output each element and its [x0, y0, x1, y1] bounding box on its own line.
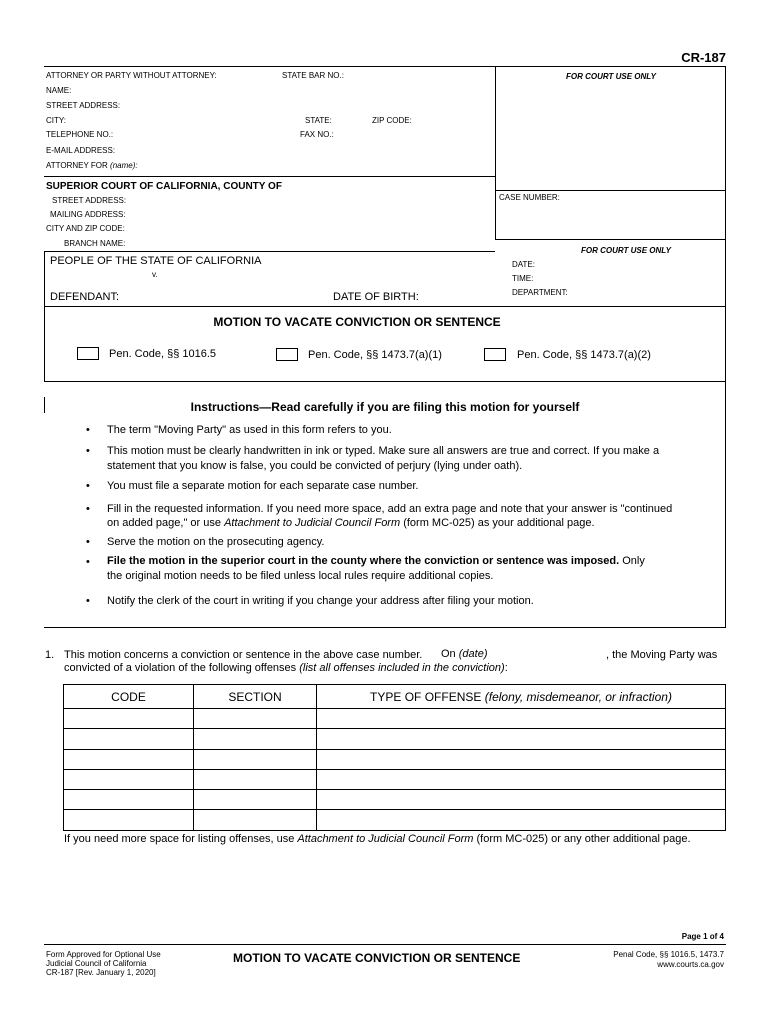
- item1-line2-a: convicted of a violation of the following offenses: [64, 662, 300, 674]
- approved-line1: Form Approved for Optional Use: [46, 950, 161, 959]
- col-section: SECTION: [194, 685, 317, 709]
- instructions-title: Instructions—Read carefully if you are filing this motion for yourself: [190, 400, 580, 414]
- code-cell[interactable]: [64, 810, 194, 830]
- code-cell[interactable]: [64, 790, 194, 810]
- footer-title: MOTION TO VACATE CONVICTION OR SENTENCE: [233, 951, 521, 965]
- case-number-label: CASE NUMBER:: [499, 193, 560, 202]
- court-city-zip-label: CITY AND ZIP CODE:: [46, 224, 125, 233]
- col-type-note: (felony, misdemeanor, or infraction): [484, 689, 672, 704]
- checkbox-1016-5[interactable]: [77, 347, 99, 360]
- state-bar-label: STATE BAR NO.:: [282, 71, 344, 80]
- bullet-icon: •: [86, 424, 90, 436]
- fax-label: FAX NO.:: [300, 130, 334, 139]
- versus: v.: [152, 270, 158, 279]
- court-street-label: STREET ADDRESS:: [52, 196, 127, 205]
- item1-text: This motion concerns a conviction or sentence in the above case number.: [64, 649, 423, 661]
- table-row: [64, 810, 726, 830]
- telephone-label: TELEPHONE NO.:: [46, 130, 114, 139]
- offense-table-header: [64, 685, 726, 709]
- col-code: CODE: [64, 685, 194, 709]
- checkbox-1473-7-a1[interactable]: [276, 348, 298, 361]
- option-1473-7-a1-label: Pen. Code, §§ 1473.7(a)(1): [308, 349, 442, 361]
- instruction-6-line1: [107, 554, 697, 569]
- section-cell[interactable]: [194, 729, 317, 749]
- approved-line2: Judicial Council of California: [46, 959, 147, 968]
- instruction-1: The term "Moving Party" as used in this form refers to you.: [107, 424, 392, 436]
- people-caption: PEOPLE OF THE STATE OF CALIFORNIA: [50, 255, 262, 267]
- instruction-4-text-c: (form MC-025) as your additional page.: [400, 517, 595, 529]
- hearing-date-label: DATE:: [512, 260, 535, 269]
- instruction-6-bold: File the motion in the superior court in the county where the conviction or sentence was imposed.: [107, 555, 620, 567]
- instruction-2-line1: This motion must be clearly handwritten in ink or typed. Make sure all answers are true and correct. If you make a: [107, 445, 660, 457]
- department-label: DEPARTMENT:: [512, 288, 568, 297]
- court-title: SUPERIOR COURT OF CALIFORNIA, COUNTY OF: [46, 181, 282, 192]
- more-space-note: [64, 833, 691, 845]
- type-cell[interactable]: [317, 790, 726, 810]
- table-row: [64, 769, 726, 789]
- zip-label: ZIP CODE:: [372, 116, 412, 125]
- table-row: [64, 729, 726, 749]
- item1-line2-b: (list all offenses included in the conviction): [299, 662, 505, 674]
- footer-code: Penal Code, §§ 1016.5, 1473.7: [613, 950, 724, 959]
- item1-moving-party: , the Moving Party was: [606, 649, 718, 661]
- col-type: [317, 685, 726, 709]
- bullet-icon: •: [86, 536, 90, 548]
- section-cell[interactable]: [194, 709, 317, 729]
- code-cell[interactable]: [64, 729, 194, 749]
- item1-line2: [64, 662, 508, 674]
- more-space-a: If you need more space for listing offenses, use: [64, 833, 298, 845]
- instruction-4-line2: [107, 516, 697, 531]
- instruction-7: Notify the clerk of the court in writing if you change your address after filing your motion.: [107, 595, 534, 607]
- instruction-5: Serve the motion on the prosecuting agency.: [107, 536, 325, 548]
- type-cell[interactable]: [317, 729, 726, 749]
- footer-website[interactable]: www.courts.ca.gov: [657, 960, 724, 969]
- attorney-for-note: (name):: [110, 161, 138, 170]
- item1-number: 1.: [45, 649, 55, 661]
- court-use-label-top: FOR COURT USE ONLY: [566, 72, 656, 81]
- item1-on-date: [441, 648, 488, 660]
- dob-label: DATE OF BIRTH:: [333, 291, 419, 303]
- name-label: NAME:: [46, 86, 72, 95]
- attorney-for-text: ATTORNEY FOR: [46, 161, 108, 170]
- type-cell[interactable]: [317, 709, 726, 729]
- motion-title: MOTION TO VACATE CONVICTION OR SENTENCE: [213, 315, 501, 329]
- code-cell[interactable]: [64, 769, 194, 789]
- court-mailing-label: MAILING ADDRESS:: [50, 210, 126, 219]
- attorney-for-label: [46, 161, 138, 171]
- col-type-label: TYPE OF OFFENSE: [370, 689, 482, 704]
- item1-line2-c: :: [504, 662, 508, 674]
- offense-table: [63, 684, 726, 831]
- type-cell[interactable]: [317, 810, 726, 830]
- bullet-icon: •: [86, 556, 90, 568]
- instruction-2-line2: statement that you know is false, you could be convicted of perjury (lying under oath).: [107, 460, 523, 472]
- option-1473-7-a2-label: Pen. Code, §§ 1473.7(a)(2): [517, 349, 651, 361]
- item1-on: On: [441, 648, 456, 660]
- table-row: [64, 749, 726, 769]
- date-entry-line[interactable]: [505, 661, 605, 662]
- section-cell[interactable]: [194, 790, 317, 810]
- section-cell[interactable]: [194, 749, 317, 769]
- more-space-c: (form MC-025) or any other additional page.: [473, 833, 691, 845]
- hearing-time-label: TIME:: [512, 274, 534, 283]
- bullet-icon: •: [86, 445, 90, 457]
- option-1016-5-label: Pen. Code, §§ 1016.5: [109, 348, 217, 360]
- section-cell[interactable]: [194, 769, 317, 789]
- instruction-4-text-a: on added page," or use: [107, 517, 225, 529]
- page-number: Page 1 of 4: [681, 932, 724, 941]
- city-label: CITY:: [46, 116, 67, 125]
- instruction-4-line1: Fill in the requested information. If you need more space, add an extra page and note that your answer is "continued: [107, 503, 673, 515]
- code-cell[interactable]: [64, 709, 194, 729]
- instruction-4-form-name: Attachment to Judicial Council Form: [224, 517, 401, 529]
- checkbox-1473-7-a2[interactable]: [484, 348, 506, 361]
- instruction-6-line2: the original motion needs to be filed unless local rules require additional copies.: [107, 570, 494, 582]
- form-id: CR-187: [681, 50, 726, 65]
- type-cell[interactable]: [317, 749, 726, 769]
- type-cell[interactable]: [317, 769, 726, 789]
- street-label: STREET ADDRESS:: [46, 101, 121, 110]
- section-cell[interactable]: [194, 810, 317, 830]
- court-branch-label: BRANCH NAME:: [64, 239, 126, 248]
- table-row: [64, 709, 726, 729]
- instruction-6-rest: Only: [619, 555, 645, 567]
- bullet-icon: •: [86, 595, 90, 607]
- table-row: [64, 790, 726, 810]
- approved-line3: CR-187 [Rev. January 1, 2020]: [46, 968, 156, 977]
- bullet-icon: •: [86, 480, 90, 492]
- more-space-form: Attachment to Judicial Council Form: [297, 833, 474, 845]
- attorney-label: ATTORNEY OR PARTY WITHOUT ATTORNEY:: [46, 71, 217, 80]
- item1-date-note: (date): [458, 648, 488, 660]
- court-use-label-mid: FOR COURT USE ONLY: [581, 246, 671, 255]
- code-cell[interactable]: [64, 749, 194, 769]
- email-label: E-MAIL ADDRESS:: [46, 146, 116, 155]
- defendant-label: DEFENDANT:: [50, 291, 120, 303]
- state-label: STATE:: [305, 116, 332, 125]
- bullet-icon: •: [86, 503, 90, 515]
- instruction-3: You must file a separate motion for each separate case number.: [107, 480, 419, 492]
